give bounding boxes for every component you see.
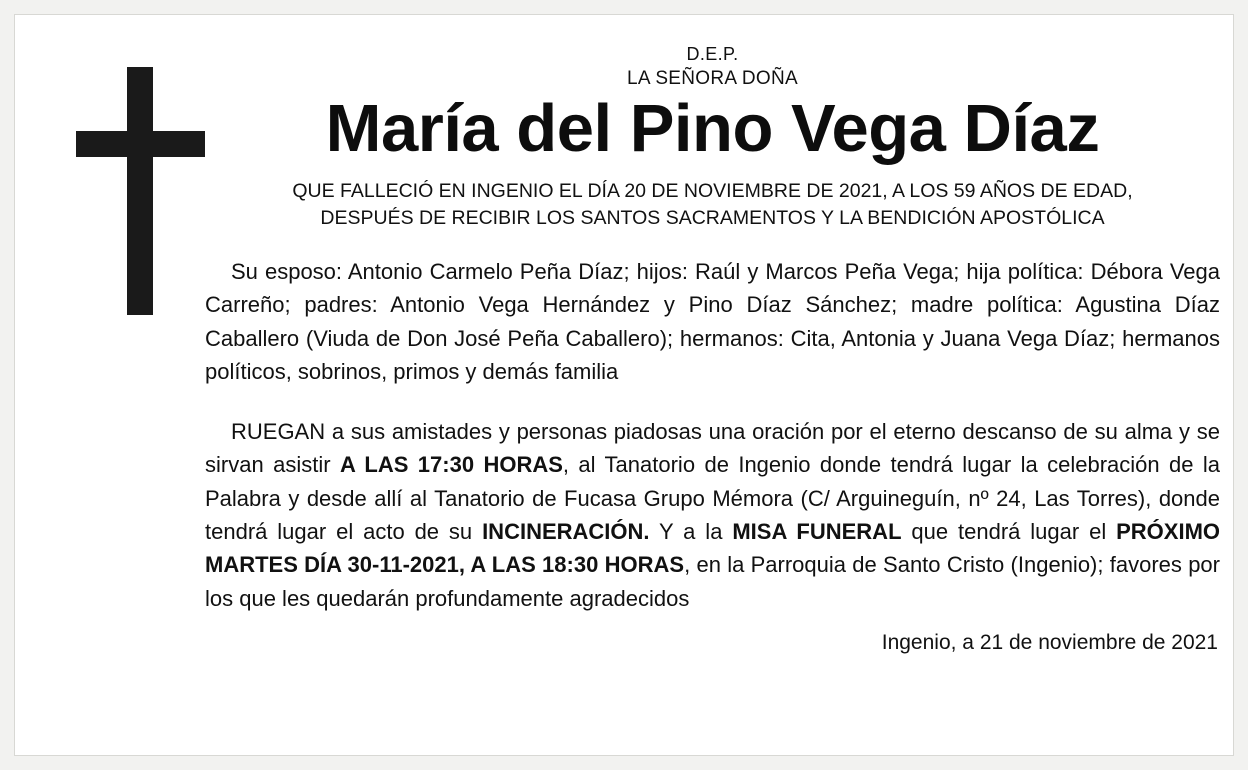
service-time-bold: A LAS 17:30 HORAS [339,452,563,478]
cross-horizontal-bar [76,131,205,157]
funeral-date-bold: PRÓXIMO MARTES DÍA 30-11-2021, A LAS 18:30 HORAS [205,518,1221,578]
service-text-part-1: RUEGAN a sus amistades y personas piadosas una oración por el eterno descanso de su alma y se sirvan asistir [205,418,1220,478]
incineration-bold: INCINERACIÓN. [482,518,650,544]
service-paragraph [205,415,1220,616]
obituary-content [205,43,1220,655]
place-and-date-signoff: Ingenio, a 21 de noviembre de 2021 [881,631,1218,655]
service-text-part-3: Y a la [649,518,733,544]
cross-icon [55,55,195,315]
dep-label: D.E.P. [686,44,739,64]
deceased-name: María del Pino Vega Díaz [325,91,1100,167]
honorific-label: LA SEÑORA DOÑA [626,67,799,89]
family-paragraph: Su esposo: Antonio Carmelo Peña Díaz; hijos: Raúl y Marcos Peña Vega; hija política: Débora Vega Carreño; padres: Antonio Vega Hernández y Pino Díaz Sánchez; madre política: Agustina Díaz Caballero (Viuda de Don José Peña Caballero); hermanos: Cita, Antonia y Juana Vega Díaz; hermanos políticos, sobrinos, primos y demás familia [205,258,1220,385]
service-text-part-4: que tendrá lugar el [901,518,1117,544]
misa-funeral-bold: MISA FUNERAL [732,518,902,544]
death-details-line-1: QUE FALLECIÓ EN INGENIO EL DÍA 20 DE NOVIEMBRE DE 2021, A LOS 59 AÑOS DE EDAD, [292,179,1133,202]
death-details-line-2: DESPUÉS DE RECIBIR LOS SANTOS SACRAMENTOS Y LA BENDICIÓN APOSTÓLICA [320,207,1105,230]
service-text-part-5: , en la Parroquia de Santo Cristo (Ingenio); favores por los que les quedarán profundamente agradecidos [205,552,1220,611]
service-text-part-2: , al Tanatorio de Ingenio donde tendrá lugar la celebración de la Palabra y desde allí al Tanatorio de Fucasa Grupo Mémora (C/ Arguineguín, nº 24, Las Torres), donde tendrá lugar el acto de su [205,452,1220,544]
obituary-notice-card [14,14,1234,756]
cross-vertical-bar [127,67,153,315]
